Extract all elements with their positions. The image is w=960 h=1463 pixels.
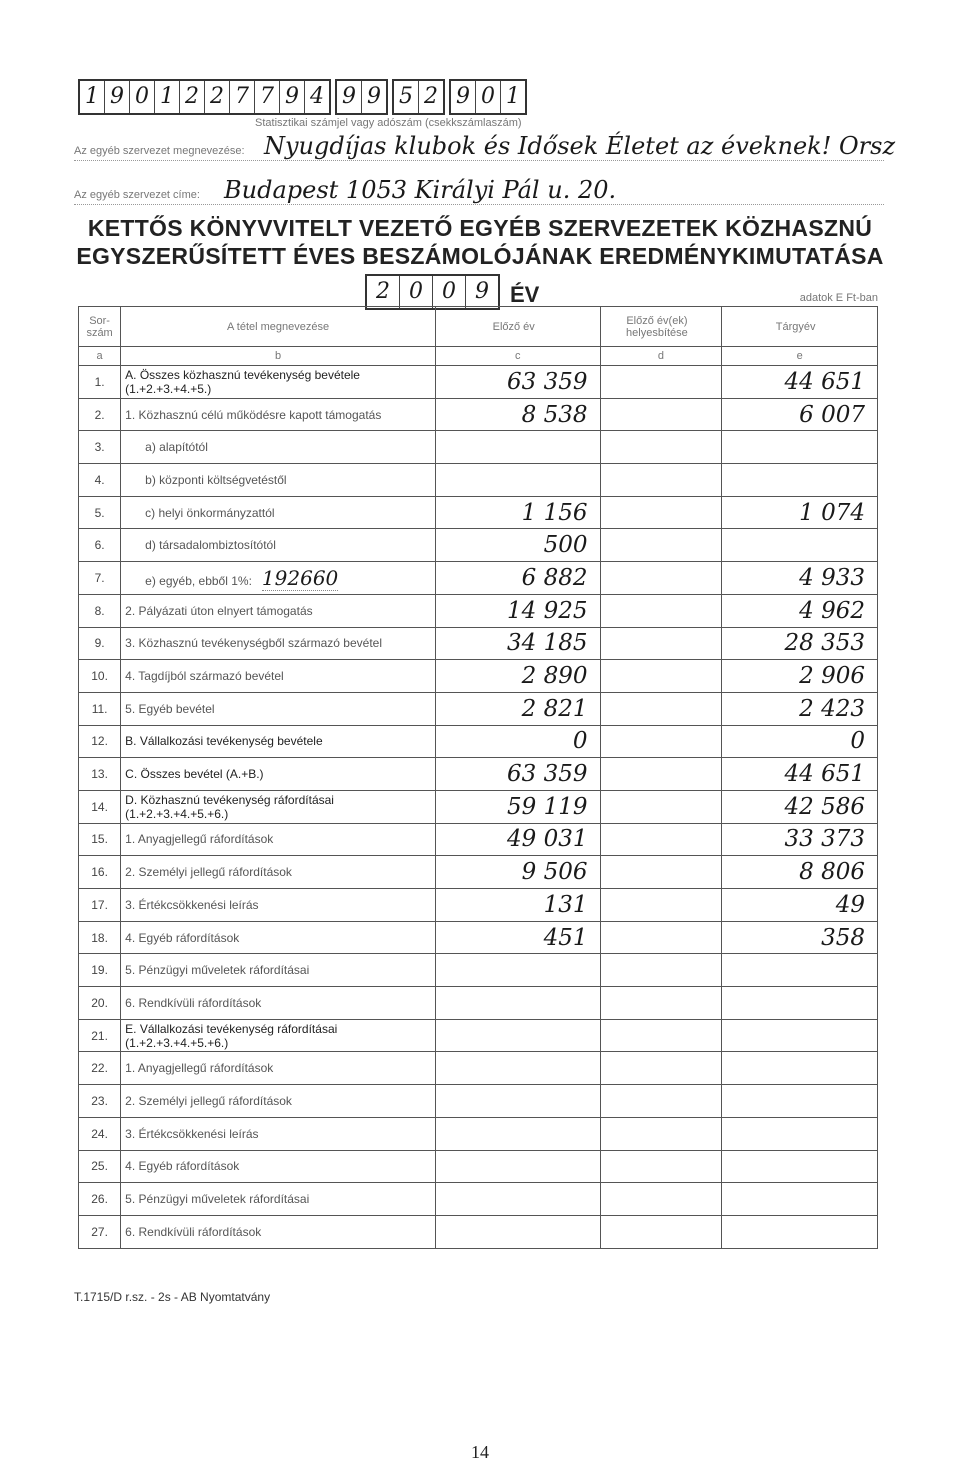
item-name bbox=[121, 790, 436, 823]
table-row bbox=[79, 790, 878, 823]
table-row bbox=[79, 921, 878, 954]
table-row bbox=[79, 954, 878, 987]
column-letter: b bbox=[121, 347, 436, 366]
item-name-text: B. Vállalkozási tevékenység bevétele bbox=[125, 734, 323, 749]
year-digit: 0 bbox=[433, 276, 466, 308]
column-letter: d bbox=[600, 347, 722, 366]
row-number: 26. bbox=[79, 1183, 121, 1216]
item-name bbox=[121, 1215, 436, 1248]
current-year-value: 44 651 bbox=[722, 366, 878, 399]
previous-year-value bbox=[435, 1183, 600, 1216]
current-year-value: 4 933 bbox=[722, 562, 878, 595]
row-number: 24. bbox=[79, 1117, 121, 1150]
correction-value bbox=[600, 1085, 722, 1118]
item-name-text: e) egyéb, ebből 1%: bbox=[145, 573, 252, 588]
stat-number-group bbox=[78, 79, 331, 115]
stat-number-digit: 2 bbox=[180, 81, 205, 113]
correction-value bbox=[600, 1215, 722, 1248]
current-year-value: 0 bbox=[722, 725, 878, 758]
stat-number-digit: 5 bbox=[394, 81, 419, 113]
current-year-value bbox=[722, 1085, 878, 1118]
row-number: 27. bbox=[79, 1215, 121, 1248]
table-row bbox=[79, 1117, 878, 1150]
one-percent-value: 192660 bbox=[261, 565, 339, 590]
stat-number-digit: 9 bbox=[337, 81, 362, 113]
stat-number-digit: 9 bbox=[105, 81, 130, 113]
org-address-line bbox=[74, 176, 884, 205]
row-number: 17. bbox=[79, 889, 121, 922]
previous-year-value bbox=[435, 987, 600, 1020]
item-name-text: 2. Pályázati úton elnyert támogatás bbox=[125, 603, 313, 618]
item-name bbox=[121, 1019, 436, 1052]
previous-year-value bbox=[435, 1085, 600, 1118]
current-year-value bbox=[722, 529, 878, 562]
previous-year-value bbox=[435, 431, 600, 464]
table-header-row bbox=[79, 307, 878, 347]
income-statement-table bbox=[78, 306, 878, 1249]
stat-number-digit: 1 bbox=[155, 81, 180, 113]
stat-number-digit: 4 bbox=[310, 84, 324, 109]
form-title-line-2: EGYSZERŰSÍTETT ÉVES BESZÁMOLÓJÁNAK EREDMÉNYKIMUTATÁSA bbox=[76, 243, 884, 269]
previous-year-value: 49 031 bbox=[435, 823, 600, 856]
correction-value bbox=[600, 987, 722, 1020]
stat-number-digit: 0 bbox=[476, 81, 501, 113]
correction-value bbox=[600, 1150, 722, 1183]
correction-value bbox=[600, 529, 722, 562]
item-name-text: 3. Értékcsökkenési leírás bbox=[125, 897, 259, 912]
correction-value bbox=[600, 464, 722, 497]
correction-value bbox=[600, 1019, 722, 1052]
item-name bbox=[121, 889, 436, 922]
current-year-value: 8 806 bbox=[722, 856, 878, 889]
row-number: 4. bbox=[79, 464, 121, 497]
current-year-value: 2 906 bbox=[722, 660, 878, 693]
table-row bbox=[79, 1150, 878, 1183]
item-name-text: 6. Rendkívüli ráfordítások bbox=[125, 995, 262, 1010]
item-name-text: A. Összes közhasznú tevékenység bevétele (1.+2.+3.+4.+5.) bbox=[125, 367, 360, 396]
row-number: 10. bbox=[79, 660, 121, 693]
stat-number-digit: 9 bbox=[367, 84, 381, 109]
item-name bbox=[121, 1117, 436, 1150]
item-name bbox=[121, 725, 436, 758]
correction-value bbox=[600, 496, 722, 529]
header-current-year: Tárgyév bbox=[722, 307, 878, 347]
item-name bbox=[121, 660, 436, 693]
item-name bbox=[121, 1085, 436, 1118]
table-row bbox=[79, 431, 878, 464]
row-number: 7. bbox=[79, 562, 121, 595]
table-row bbox=[79, 1183, 878, 1216]
previous-year-value bbox=[435, 1052, 600, 1085]
correction-value bbox=[600, 1052, 722, 1085]
correction-value bbox=[600, 431, 722, 464]
page-number: 14 bbox=[471, 1442, 489, 1462]
row-number: 25. bbox=[79, 1150, 121, 1183]
previous-year-value: 8 538 bbox=[435, 398, 600, 431]
previous-year-value: 451 bbox=[435, 921, 600, 954]
table-row bbox=[79, 398, 878, 431]
org-address-value: Budapest 1053 Királyi Pál u. 20. bbox=[224, 176, 617, 204]
form-footer-code: T.1715/D r.sz. - 2s - AB Nyomtatvány bbox=[74, 1290, 271, 1304]
previous-year-value: 34 185 bbox=[435, 627, 600, 660]
row-number: 3. bbox=[79, 431, 121, 464]
year-label: ÉV bbox=[510, 282, 540, 307]
row-number: 15. bbox=[79, 823, 121, 856]
item-name bbox=[121, 431, 436, 464]
form-title-line-1: KETTŐS KÖNYVVITELT VEZETŐ EGYÉB SZERVEZETEK KÖZHASZNÚ bbox=[87, 215, 873, 241]
row-number: 2. bbox=[79, 398, 121, 431]
previous-year-value: 500 bbox=[435, 529, 600, 562]
stat-number-digit: 9 bbox=[280, 81, 305, 113]
correction-value bbox=[600, 758, 722, 791]
correction-value bbox=[600, 1183, 722, 1216]
item-name bbox=[121, 1183, 436, 1216]
previous-year-value: 131 bbox=[435, 889, 600, 922]
previous-year-value bbox=[435, 1215, 600, 1248]
stat-number-digit: 9 bbox=[451, 81, 476, 113]
current-year-value: 49 bbox=[722, 889, 878, 922]
table-row bbox=[79, 823, 878, 856]
table-row bbox=[79, 366, 878, 399]
row-number: 21. bbox=[79, 1019, 121, 1052]
item-name bbox=[121, 954, 436, 987]
previous-year-value: 59 119 bbox=[435, 790, 600, 823]
table-row bbox=[79, 758, 878, 791]
correction-value bbox=[600, 562, 722, 595]
item-name-text: 5. Pénzügyi műveletek ráfordításai bbox=[125, 963, 310, 978]
year-digit: 2 bbox=[367, 276, 400, 308]
current-year-value bbox=[722, 1019, 878, 1052]
row-number: 13. bbox=[79, 758, 121, 791]
correction-value bbox=[600, 889, 722, 922]
stat-number-digit: 0 bbox=[130, 81, 155, 113]
year-digit: 9 bbox=[475, 279, 489, 304]
table-row bbox=[79, 594, 878, 627]
item-name bbox=[121, 921, 436, 954]
stat-number-digit: 2 bbox=[424, 84, 438, 109]
row-number: 22. bbox=[79, 1052, 121, 1085]
table-row bbox=[79, 889, 878, 922]
previous-year-value: 63 359 bbox=[435, 758, 600, 791]
correction-value bbox=[600, 1117, 722, 1150]
table-row bbox=[79, 627, 878, 660]
row-number: 1. bbox=[79, 366, 121, 399]
table-row bbox=[79, 1019, 878, 1052]
previous-year-value: 0 bbox=[435, 725, 600, 758]
stat-number-group bbox=[335, 79, 388, 115]
item-name-text: 6. Rendkívüli ráfordítások bbox=[125, 1224, 262, 1239]
item-name-text: d) társadalombiztosítótól bbox=[145, 538, 276, 553]
row-number: 20. bbox=[79, 987, 121, 1020]
column-letter: e bbox=[722, 347, 878, 366]
row-number: 12. bbox=[79, 725, 121, 758]
org-name-label: Az egyéb szervezet megnevezése: bbox=[74, 145, 245, 157]
correction-value bbox=[600, 921, 722, 954]
current-year-value: 44 651 bbox=[722, 758, 878, 791]
item-name-text: 2. Személyi jellegű ráfordítások bbox=[125, 865, 292, 880]
column-letter: a bbox=[79, 347, 121, 366]
item-name bbox=[121, 1052, 436, 1085]
table-row bbox=[79, 1085, 878, 1118]
stat-number-digit: 1 bbox=[80, 81, 105, 113]
item-name-text: 1. Közhasznú célú működésre kapott támogatás bbox=[125, 407, 382, 422]
table-row bbox=[79, 987, 878, 1020]
item-name-text: 1. Anyagjellegű ráfordítások bbox=[125, 832, 274, 847]
org-name-value: Nyugdíjas klubok és Idősek Életet az éveknek! Orsz bbox=[264, 132, 896, 160]
table-row bbox=[79, 529, 878, 562]
stat-number-group bbox=[449, 79, 527, 115]
previous-year-value bbox=[435, 464, 600, 497]
stat-number-digit: 7 bbox=[230, 81, 255, 113]
column-letter-row bbox=[79, 347, 878, 366]
header-previous-year: Előző év bbox=[435, 307, 600, 347]
item-name-text: 4. Egyéb ráfordítások bbox=[125, 930, 240, 945]
table-row bbox=[79, 464, 878, 497]
previous-year-value: 2 890 bbox=[435, 660, 600, 693]
table-row bbox=[79, 660, 878, 693]
header-correction: Előző év(ek) helyesbítése bbox=[600, 307, 722, 347]
statistical-number-boxes bbox=[78, 79, 531, 115]
item-name bbox=[121, 529, 436, 562]
table-row bbox=[79, 1215, 878, 1248]
correction-value bbox=[600, 692, 722, 725]
correction-value bbox=[600, 594, 722, 627]
item-name bbox=[121, 562, 436, 595]
previous-year-value: 1 156 bbox=[435, 496, 600, 529]
stat-number-digit: 2 bbox=[205, 81, 230, 113]
correction-value bbox=[600, 660, 722, 693]
current-year-value: 42 586 bbox=[722, 790, 878, 823]
item-name-text: 5. Pénzügyi műveletek ráfordításai bbox=[125, 1192, 310, 1207]
previous-year-value: 14 925 bbox=[435, 594, 600, 627]
item-name-text: c) helyi önkormányzattól bbox=[145, 505, 275, 520]
stat-number-digit: 7 bbox=[255, 81, 280, 113]
item-name-text: E. Vállalkozási tevékenység ráfordításai (1.+2.+3.+4.+5.+6.) bbox=[125, 1021, 338, 1050]
current-year-value: 33 373 bbox=[722, 823, 878, 856]
correction-value bbox=[600, 823, 722, 856]
row-number: 16. bbox=[79, 856, 121, 889]
row-number: 23. bbox=[79, 1085, 121, 1118]
previous-year-value bbox=[435, 1150, 600, 1183]
row-number: 5. bbox=[79, 496, 121, 529]
current-year-value bbox=[722, 1215, 878, 1248]
previous-year-value bbox=[435, 954, 600, 987]
current-year-value bbox=[722, 1150, 878, 1183]
row-number: 8. bbox=[79, 594, 121, 627]
item-name-text: 2. Személyi jellegű ráfordítások bbox=[125, 1093, 292, 1108]
item-name bbox=[121, 856, 436, 889]
current-year-value: 1 074 bbox=[722, 496, 878, 529]
item-name-text: C. Összes bevétel (A.+B.) bbox=[125, 767, 264, 782]
current-year-value: 6 007 bbox=[722, 398, 878, 431]
unit-note: adatok E Ft-ban bbox=[799, 292, 878, 304]
row-number: 14. bbox=[79, 790, 121, 823]
item-name-text: D. Közhasznú tevékenység ráfordításai (1.+2.+3.+4.+5.+6.) bbox=[125, 792, 334, 821]
header-item-name: A tétel megnevezése bbox=[121, 307, 436, 347]
current-year-value: 28 353 bbox=[722, 627, 878, 660]
previous-year-value: 6 882 bbox=[435, 562, 600, 595]
current-year-value: 4 962 bbox=[722, 594, 878, 627]
item-name bbox=[121, 987, 436, 1020]
correction-value bbox=[600, 627, 722, 660]
previous-year-value: 2 821 bbox=[435, 692, 600, 725]
item-name-text: 3. Közhasznú tevékenységből származó bevétel bbox=[125, 636, 382, 651]
item-name bbox=[121, 594, 436, 627]
item-name bbox=[121, 692, 436, 725]
current-year-value bbox=[722, 1183, 878, 1216]
current-year-value bbox=[722, 464, 878, 497]
stat-number-group bbox=[392, 79, 445, 115]
header-row-number: Sor-szám bbox=[79, 307, 121, 347]
row-number: 6. bbox=[79, 529, 121, 562]
table-row bbox=[79, 692, 878, 725]
previous-year-value: 9 506 bbox=[435, 856, 600, 889]
table-row bbox=[79, 725, 878, 758]
previous-year-value: 63 359 bbox=[435, 366, 600, 399]
row-number: 9. bbox=[79, 627, 121, 660]
table-row bbox=[79, 856, 878, 889]
current-year-value bbox=[722, 954, 878, 987]
current-year-value bbox=[722, 1117, 878, 1150]
previous-year-value bbox=[435, 1019, 600, 1052]
row-number: 11. bbox=[79, 692, 121, 725]
current-year-value bbox=[722, 1052, 878, 1085]
current-year-value: 358 bbox=[722, 921, 878, 954]
item-name-text: 4. Tagdíjból származó bevétel bbox=[125, 669, 284, 684]
item-name-text: 4. Egyéb ráfordítások bbox=[125, 1159, 240, 1174]
current-year-value bbox=[722, 987, 878, 1020]
correction-value bbox=[600, 790, 722, 823]
current-year-value bbox=[722, 431, 878, 464]
item-name bbox=[121, 1150, 436, 1183]
item-name bbox=[121, 758, 436, 791]
previous-year-value bbox=[435, 1117, 600, 1150]
item-name-text: 1. Anyagjellegű ráfordítások bbox=[125, 1061, 274, 1076]
org-name-line bbox=[74, 132, 896, 161]
org-address-label: Az egyéb szervezet címe: bbox=[74, 189, 200, 201]
table-row bbox=[79, 562, 878, 595]
current-year-value: 2 423 bbox=[722, 692, 878, 725]
item-name-text: a) alapítótól bbox=[145, 440, 208, 455]
correction-value bbox=[600, 366, 722, 399]
stat-number-digit: 1 bbox=[506, 84, 520, 109]
year-boxes bbox=[365, 274, 500, 310]
item-name bbox=[121, 366, 436, 399]
correction-value bbox=[600, 398, 722, 431]
item-name bbox=[121, 627, 436, 660]
correction-value bbox=[600, 954, 722, 987]
table-row bbox=[79, 496, 878, 529]
item-name-text: 3. Értékcsökkenési leírás bbox=[125, 1126, 259, 1141]
table-row bbox=[79, 1052, 878, 1085]
year-digit: 0 bbox=[400, 276, 433, 308]
item-name bbox=[121, 823, 436, 856]
item-name bbox=[121, 496, 436, 529]
row-number: 18. bbox=[79, 921, 121, 954]
item-name-text: 5. Egyéb bevétel bbox=[125, 701, 215, 716]
item-name-text: b) központi költségvetéstől bbox=[145, 472, 287, 487]
correction-value bbox=[600, 725, 722, 758]
correction-value bbox=[600, 856, 722, 889]
row-number: 19. bbox=[79, 954, 121, 987]
item-name bbox=[121, 398, 436, 431]
item-name bbox=[121, 464, 436, 497]
statistical-number-caption: Statisztikai számjel vagy adószám (csekkszámlaszám) bbox=[255, 117, 522, 129]
column-letter: c bbox=[435, 347, 600, 366]
